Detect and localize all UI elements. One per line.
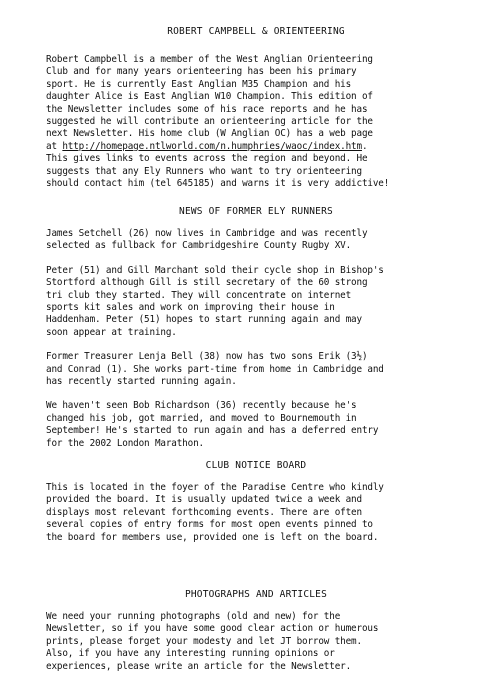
paragraph-line: changed his job, got married, and moved to Bournemouth in: [46, 412, 357, 424]
orienteering-line-2: Club and for many years orienteering has been his primary: [46, 66, 357, 78]
paragraph-setchell: [46, 228, 466, 253]
paragraph-line: We haven't seen Bob Richardson (36) recently because he's: [46, 400, 357, 412]
notice-board-section: [46, 460, 466, 544]
orienteering-line-10: suggests that any Ely Runners who want to try orienteering: [46, 165, 362, 177]
paragraph-marchant: [46, 265, 466, 339]
paragraph-line: James Setchell (26) now lives in Cambridge and was recently: [46, 228, 368, 239]
photographs-section: [46, 589, 466, 673]
paragraph-line: and Conrad (1). She works part-time from home in Cambridge and: [46, 363, 384, 375]
paragraph-line: Former Treasurer Lenja Bell (38) now has two sons Erik (3½): [46, 351, 368, 363]
paragraph-line: soon appear at training.: [46, 326, 177, 338]
orienteering-line-11: should contact him (tel 645185) and warns it is very addictive!: [46, 178, 390, 190]
orienteering-line-3: sport. He is currently East Anglian M35 Champion and his: [46, 78, 352, 90]
paragraph-line: has recently started running again.: [46, 376, 237, 388]
orienteering-line-5: the Newsletter includes some of his race reports and he has: [46, 103, 368, 115]
photographs-line-4: Also, if you have any interesting running opinions or: [46, 648, 335, 660]
paragraph-line: selected as fullback for Cambridgeshire County Rugby XV.: [46, 240, 352, 252]
orienteering-heading: ROBERT CAMPBELL & ORIENTEERING: [167, 26, 345, 37]
photographs-line-3: prints, please forget your modesty and let JT borrow them.: [46, 635, 362, 647]
notice-board-line-3: displays most relevant forthcoming events. There are often: [46, 506, 362, 518]
former-runners-heading: NEWS OF FORMER ELY RUNNERS: [179, 206, 333, 217]
paragraph-bell: [46, 351, 466, 388]
orienteering-line-7: next Newsletter. His home club (W Anglian OC) has a web page: [46, 128, 373, 140]
paragraph-line: for the 2002 London Marathon.: [46, 437, 204, 449]
link-suffix: .: [361, 140, 368, 152]
orienteering-line-9: This gives links to events across the region and beyond. He: [46, 153, 368, 165]
waoc-web-link[interactable]: http://homepage.ntlworld.com/n.humphries/waoc/index.htm: [62, 140, 362, 152]
notice-board-heading: CLUB NOTICE BOARD: [205, 460, 307, 471]
paragraph-line: Haddenham. Peter (51) hopes to start running again and may: [46, 314, 362, 326]
paragraph-line: sports kit sales and work on improving their house in: [46, 302, 335, 314]
paragraph-line: September! He's started to run again and has a deferred entry: [46, 425, 379, 437]
link-prefix: at: [46, 140, 63, 152]
orienteering-line-6: suggested he will contribute an orienteering article for the: [46, 116, 373, 128]
photographs-line-5: experiences, please write an article for the Newsletter.: [46, 660, 352, 672]
notice-board-line-1: This is located in the foyer of the Paradise Centre who kindly: [46, 482, 384, 493]
orienteering-section: [46, 26, 466, 190]
former-runners-section: [46, 206, 466, 450]
notice-board-line-2: provided the board. It is usually updated twice a week and: [46, 494, 362, 506]
paragraph-richardson: [46, 400, 466, 450]
photographs-heading: PHOTOGRAPHS AND ARTICLES: [184, 589, 328, 600]
orienteering-line-4: daughter Alice is East Anglian W10 Champion. This edition of: [46, 91, 373, 103]
paragraph-line: tri club they started. They will concentrate on internet: [46, 289, 352, 301]
photographs-line-2: Newsletter, so if you have some good clear action or humerous: [46, 623, 379, 635]
photographs-line-1: We need your running photographs (old and new) for the: [46, 611, 341, 622]
paragraph-line: Peter (51) and Gill Marchant sold their cycle shop in Bishop's: [46, 264, 384, 276]
notice-board-line-4: several copies of entry forms for most open events pinned to: [46, 519, 373, 531]
orienteering-line-1: Robert Campbell is a member of the West Anglian Orienteering: [46, 54, 373, 65]
orienteering-link-line: [46, 141, 466, 153]
paragraph-line: Stortford although Gill is still secretary of the 60 strong: [46, 277, 368, 289]
notice-board-line-5: the board for members use, provided one is left on the board.: [46, 531, 379, 543]
